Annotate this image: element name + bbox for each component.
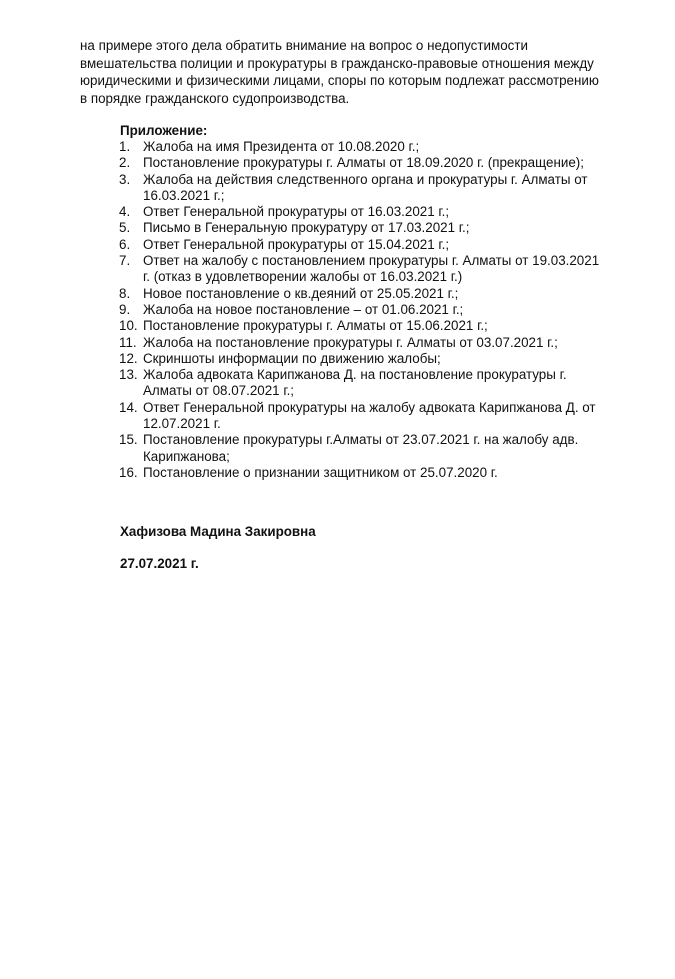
appendix-item-text <box>143 351 649 367</box>
appendix-item <box>119 155 649 171</box>
appendix-item-text <box>143 253 649 286</box>
appendix-item <box>119 253 649 286</box>
appendix-item-line: Письмо в Генеральную прокуратуру от 17.03.2021 г.; <box>143 220 470 236</box>
appendix-item-line: Ответ Генеральной прокуратуры на жалобу адвоката Карипжанова Д. от <box>143 399 596 415</box>
appendix-item-line: Новое постановление о кв.деяний от 25.05.2021 г.; <box>143 285 459 301</box>
appendix-item-line: Скриншоты информации по движению жалобы; <box>143 350 441 366</box>
appendix-title: Приложение: <box>120 123 208 138</box>
appendix-item-number: 8. <box>119 285 131 301</box>
appendix-item <box>119 400 649 433</box>
appendix-item-text <box>143 204 649 220</box>
appendix-item-number: 3. <box>119 171 131 187</box>
appendix-list <box>119 139 649 481</box>
appendix-item-number: 14. <box>119 399 138 415</box>
appendix-item-number: 7. <box>119 253 131 269</box>
intro-line: на примере этого дела обратить внимание на вопрос о недопустимости <box>80 38 528 53</box>
appendix-item-line: Жалоба адвоката Карипжанова Д. на постановление прокуратуры г. <box>143 367 567 383</box>
appendix-item <box>119 302 649 318</box>
appendix-item-number: 15. <box>119 432 138 448</box>
appendix-item-number: 16. <box>119 464 138 480</box>
appendix-item-text <box>143 432 649 465</box>
appendix-item-text <box>143 318 649 334</box>
intro-line: в порядке гражданского судопроизводства. <box>80 90 350 106</box>
intro-line: юридическими и физическими лицами, споры по которым подлежат рассмотрению <box>80 73 599 88</box>
appendix-item <box>119 237 649 253</box>
intro-line: вмешательства полиции и прокуратуры в гражданско-правовые отношения между <box>80 55 594 71</box>
appendix-item <box>119 286 649 302</box>
appendix-item-text <box>143 302 649 318</box>
appendix-item-line: Ответ на жалобу с постановлением прокуратуры г. Алматы от 19.03.2021 <box>143 253 600 269</box>
appendix-item-line: г. (отказ в удовлетворении жалобы от 16.03.2021 г.) <box>143 269 463 285</box>
appendix-item-line: Жалоба на действия следственного органа и прокуратуры г. Алматы от <box>143 171 588 187</box>
appendix-item-line: Постановление о признании защитником от 25.07.2020 г. <box>143 464 498 480</box>
appendix-item-number: 4. <box>119 204 131 220</box>
appendix-item <box>119 220 649 236</box>
appendix-item-number: 10. <box>119 318 138 334</box>
appendix-item-text <box>143 465 649 481</box>
appendix-item-number: 9. <box>119 301 131 317</box>
appendix-item-text <box>143 155 649 171</box>
appendix-item-text <box>143 172 649 205</box>
appendix-item-text <box>143 237 649 253</box>
appendix-item-line: 16.03.2021 г.; <box>143 187 225 203</box>
appendix-item <box>119 139 649 155</box>
appendix-item-line: Постановление прокуратуры г.Алматы от 23.07.2021 г. на жалобу адв. <box>143 432 579 448</box>
appendix-item-line: Алматы от 08.07.2021 г.; <box>143 383 295 399</box>
appendix-item <box>119 335 649 351</box>
appendix-item-number: 11. <box>119 334 137 350</box>
appendix-item-text <box>143 400 649 433</box>
appendix-item-number: 1. <box>119 139 131 154</box>
appendix-item-text <box>143 220 649 236</box>
appendix-item-number: 5. <box>119 220 131 236</box>
appendix-item-number: 2. <box>119 155 131 171</box>
appendix-item-line: Ответ Генеральной прокуратуры от 15.04.2021 г.; <box>143 236 450 252</box>
appendix-item-line: Жалоба на имя Президента от 10.08.2020 г.; <box>143 139 420 154</box>
appendix-item-line: Жалоба на новое постановление – от 01.06.2021 г.; <box>143 301 464 317</box>
appendix-item-line: Карипжанова; <box>143 448 230 464</box>
appendix-item <box>119 432 649 465</box>
appendix-item-text <box>143 335 649 351</box>
signer-name: Хафизова Мадина Закировна <box>120 524 316 539</box>
appendix-item <box>119 318 649 334</box>
appendix-item-number: 13. <box>119 367 138 383</box>
appendix-item-text <box>143 139 649 155</box>
intro-paragraph <box>80 37 640 107</box>
appendix-item-number: 12. <box>119 350 138 366</box>
appendix-item <box>119 204 649 220</box>
appendix-item <box>119 172 649 205</box>
appendix-item-line: Постановление прокуратуры г. Алматы от 18.09.2020 г. (прекращение); <box>143 155 584 171</box>
signature-date: 27.07.2021 г. <box>120 556 199 571</box>
appendix-item <box>119 367 649 400</box>
appendix-item <box>119 351 649 367</box>
appendix-item-number: 6. <box>119 236 131 252</box>
appendix-item-line: 12.07.2021 г. <box>143 416 221 432</box>
appendix-item-line: Жалоба на постановление прокуратуры г. Алматы от 03.07.2021 г.; <box>143 334 558 350</box>
appendix-item-text <box>143 286 649 302</box>
appendix-item <box>119 465 649 481</box>
appendix-item-line: Ответ Генеральной прокуратуры от 16.03.2021 г.; <box>143 204 450 220</box>
appendix-item-text <box>143 367 649 400</box>
appendix-item-line: Постановление прокуратуры г. Алматы от 15.06.2021 г.; <box>143 318 488 334</box>
